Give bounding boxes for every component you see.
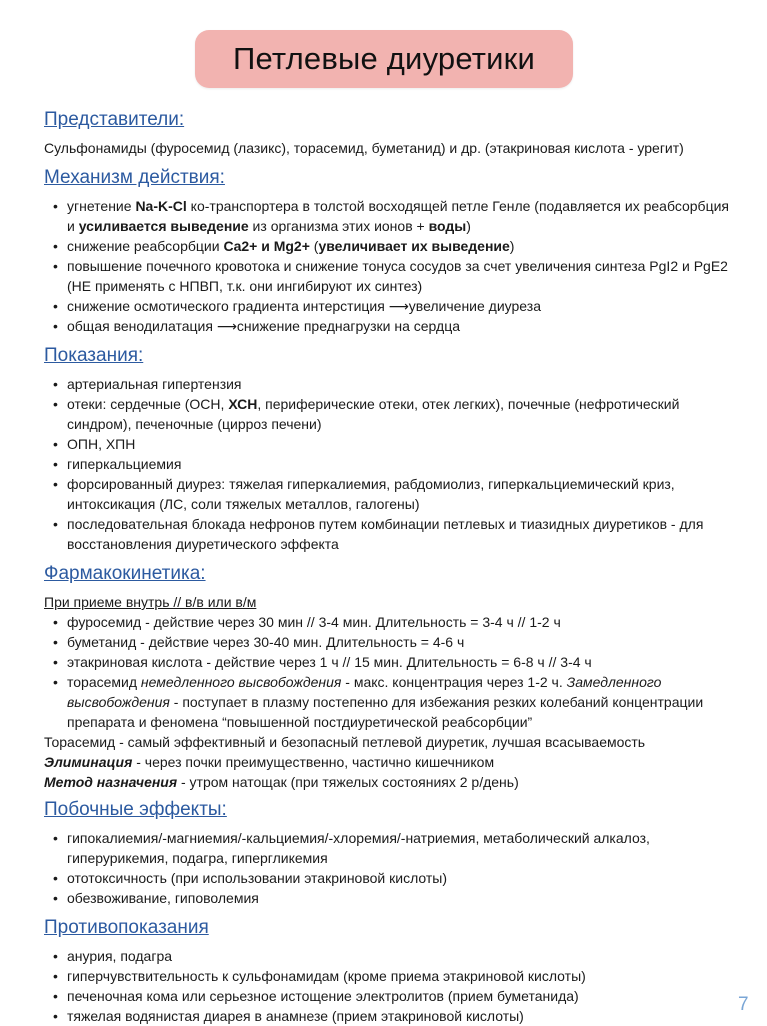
elimination-line: Элиминация - через почки преимущественно, частично кишечником (44, 754, 495, 770)
list-item: • тяжелая водянистая диарея в анамнезе (прием этакриновой кислоты) (44, 1006, 734, 1026)
side-effects-list (44, 828, 734, 908)
list-item: • гиперчувствительность к сульфонамидам (кроме приема этакриновой кислоты) (44, 966, 734, 986)
torasemide-summary: Торасемид - самый эффективный и безопасный петлевой диуретик, лучшая всасываемость (44, 734, 646, 750)
list-item: • ототоксичность (при использовании этакриновой кислоты) (44, 868, 734, 888)
page-title: Петлевые диуретики (233, 41, 535, 76)
heading-contraindications: Противопоказания (44, 917, 209, 938)
list-item: • гипокалиемия/-магниемия/-кальциемия/-хлоремия/-натриемия, метаболический алкалоз, гиперурикемия, подагра, гипергликемия (44, 828, 734, 868)
list-item: • общая венодилатация ⟶снижение преднагрузки на сердца (44, 316, 734, 336)
list-item: • буметанид - действие через 30-40 мин. Длительность = 4-6 ч (44, 632, 734, 652)
route-label: При приеме внутрь // в/в или в/м (44, 594, 257, 610)
list-item: • этакриновая кислота - действие через 1 ч // 15 мин. Длительность = 6-8 ч // 3-4 ч (44, 652, 734, 672)
page-number: 7 (738, 994, 749, 1015)
representatives-text: Сульфонамиды (фуросемид (лазикс), торасемид, буметанид) и др. (этакриновая кислота - урегит) (44, 140, 684, 156)
list-item: • обезвоживание, гиповолемия (44, 888, 734, 908)
list-item: • гиперкальциемия (44, 454, 734, 474)
heading-representatives: Представители: (44, 109, 185, 130)
list-item: • печеночная кома или серьезное истощение электролитов (прием буметанида) (44, 986, 734, 1006)
pharmacokinetics-list (44, 612, 734, 732)
list-item: • снижение осмотического градиента интерстиция ⟶увеличение диуреза (44, 296, 734, 316)
heading-mechanism: Механизм действия: (44, 167, 225, 188)
list-item: • ОПН, ХПН (44, 434, 734, 454)
list-item: • угнетение Na-K-Cl ко-транспортера в толстой восходящей петле Генле (подавляется их реабсорбция и усиливается выведение из организма этих ионов + воды) (44, 196, 734, 236)
heading-indications: Показания: (44, 345, 144, 366)
list-item: • торасемид немедленного высвобождения - макс. концентрация через 1-2 ч. Замедленного высвобождения - поступает в плазму постепенно для избежания резких колебаний концентрации препарата и феномена “повышенной постдиуретической реабсорбции” (44, 672, 734, 732)
list-item: • отеки: сердечные (ОСН, ХСН, периферические отеки, отек легких), почечные (нефротический синдром), печеночные (цирроз печени) (44, 394, 734, 434)
document-body (44, 108, 734, 1026)
indications-list (44, 374, 734, 554)
title-banner (195, 30, 573, 88)
list-item: • снижение реабсорбции Ca2+ и Mg2+ (увеличивает их выведение) (44, 236, 734, 256)
contraindications-list (44, 946, 734, 1026)
heading-pharmacokinetics: Фармакокинетика: (44, 563, 206, 584)
mechanism-list (44, 196, 734, 336)
list-item: • форсированный диурез: тяжелая гиперкалиемия, рабдомиолиз, гиперкальциемический криз, интоксикация (ЛС, соли тяжелых металлов, галогены) (44, 474, 734, 514)
list-item: • последовательная блокада нефронов путем комбинации петлевых и тиазидных диуретиков - для восстановления диуретического эффекта (44, 514, 734, 554)
heading-side-effects: Побочные эффекты: (44, 799, 227, 820)
list-item: • фуросемид - действие через 30 мин // 3-4 мин. Длительность = 3-4 ч // 1-2 ч (44, 612, 734, 632)
list-item: • артериальная гипертензия (44, 374, 734, 394)
list-item: • анурия, подагра (44, 946, 734, 966)
method-line: Метод назначения - утром натощак (при тяжелых состояниях 2 р/день) (44, 774, 519, 790)
list-item: • повышение почечного кровотока и снижение тонуса сосудов за счет увеличения синтеза PgI2 и PgE2 (НЕ применять с НПВП, т.к. они ингибируют их синтез) (44, 256, 734, 296)
